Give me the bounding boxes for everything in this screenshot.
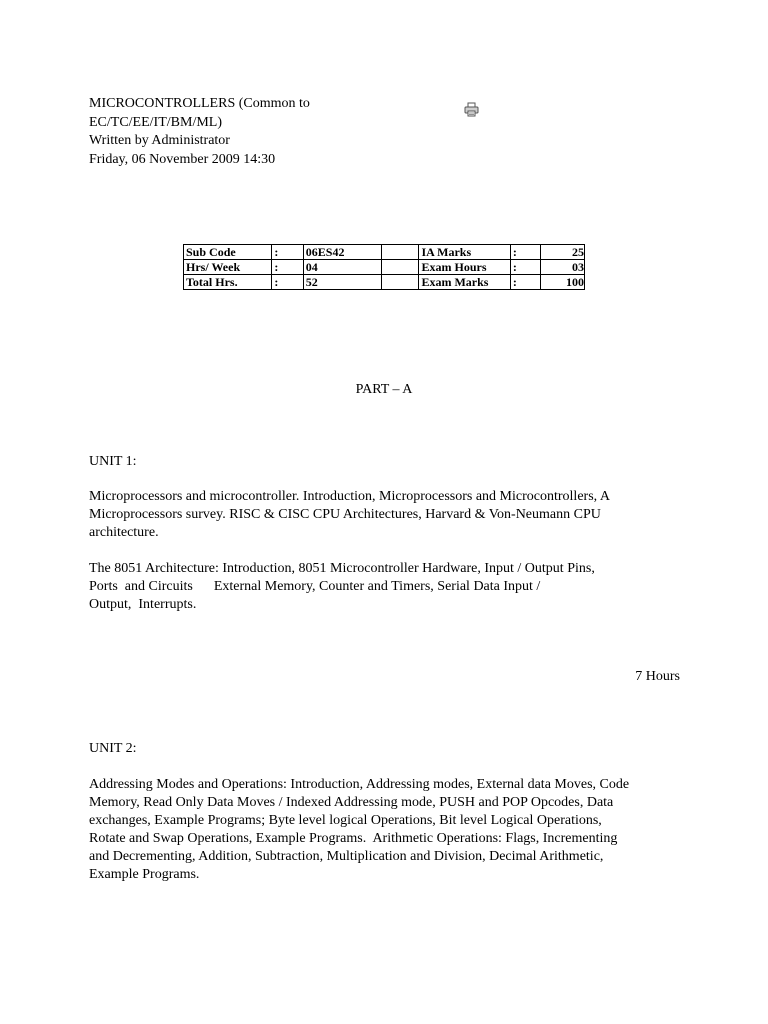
table-cell: : (272, 275, 303, 290)
unit1-para2-line3: Output, Interrupts. (89, 597, 197, 612)
table-cell: Exam Hours (419, 260, 510, 275)
printer-icon[interactable] (464, 102, 479, 117)
unit1-para2-line1: The 8051 Architecture: Introduction, 8051 Microcontroller Hardware, Input / Output Pins, (89, 561, 595, 576)
table-cell: IA Marks (419, 245, 510, 260)
table-cell: Hrs/ Week (184, 260, 272, 275)
table-row (184, 275, 585, 290)
table-cell: : (510, 275, 540, 290)
table-cell: 52 (303, 275, 381, 290)
unit2-para1-line1: Addressing Modes and Operations: Introduction, Addressing modes, External data Moves, Code (89, 777, 630, 792)
table-cell (381, 260, 419, 275)
table-cell: 06ES42 (303, 245, 381, 260)
unit1-para2-line2: Ports and Circuits External Memory, Counter and Timers, Serial Data Input / (89, 579, 541, 594)
unit1-para1-line2: Microprocessors survey. RISC & CISC CPU Architectures, Harvard & Von-Neumann CPU (89, 507, 601, 522)
unit2-para1-line5: and Decrementing, Addition, Subtraction, Multiplication and Division, Decimal Arithmetic, (89, 849, 604, 864)
table-cell: 04 (303, 260, 381, 275)
part-heading: PART – A (355, 382, 413, 397)
table-cell: 25 (541, 245, 585, 260)
table-cell: : (272, 245, 303, 260)
article-title-line2: EC/TC/EE/IT/BM/ML) (89, 114, 222, 130)
table-cell: 03 (541, 260, 585, 275)
table-cell: Exam Marks (419, 275, 510, 290)
table-cell: : (272, 260, 303, 275)
unit1-hours: 7 Hours (635, 669, 680, 684)
unit2-para1-line4: Rotate and Swap Operations, Example Programs. Arithmetic Operations: Flags, Incrementing (89, 831, 618, 846)
article-title-line1: MICROCONTROLLERS (Common to (89, 96, 310, 111)
table-cell: : (510, 260, 540, 275)
table-row (184, 245, 585, 260)
unit1-para1-line1: Microprocessors and microcontroller. Introduction, Microprocessors and Microcontrollers, A (89, 489, 610, 504)
table-cell: Sub Code (184, 245, 272, 260)
article-date: Friday, 06 November 2009 14:30 (89, 151, 276, 167)
unit1-heading: UNIT 1: (89, 454, 137, 469)
table-cell (381, 245, 419, 260)
subject-details-table (183, 244, 585, 290)
unit1-para1-line3: architecture. (89, 525, 159, 540)
unit2-para1-line2: Memory, Read Only Data Moves / Indexed Addressing mode, PUSH and POP Opcodes, Data (89, 795, 614, 810)
table-cell: 100 (541, 275, 585, 290)
unit2-heading: UNIT 2: (89, 741, 137, 756)
table-cell: : (510, 245, 540, 260)
table-cell: Total Hrs. (184, 275, 272, 290)
unit2-para1-line3: exchanges, Example Programs; Byte level logical Operations, Bit level Logical Operations, (89, 813, 602, 828)
unit2-para1-line6: Example Programs. (89, 867, 200, 882)
article-author: Written by Administrator (89, 133, 230, 148)
article-header (89, 95, 310, 169)
table-cell (381, 275, 419, 290)
table-row (184, 260, 585, 275)
